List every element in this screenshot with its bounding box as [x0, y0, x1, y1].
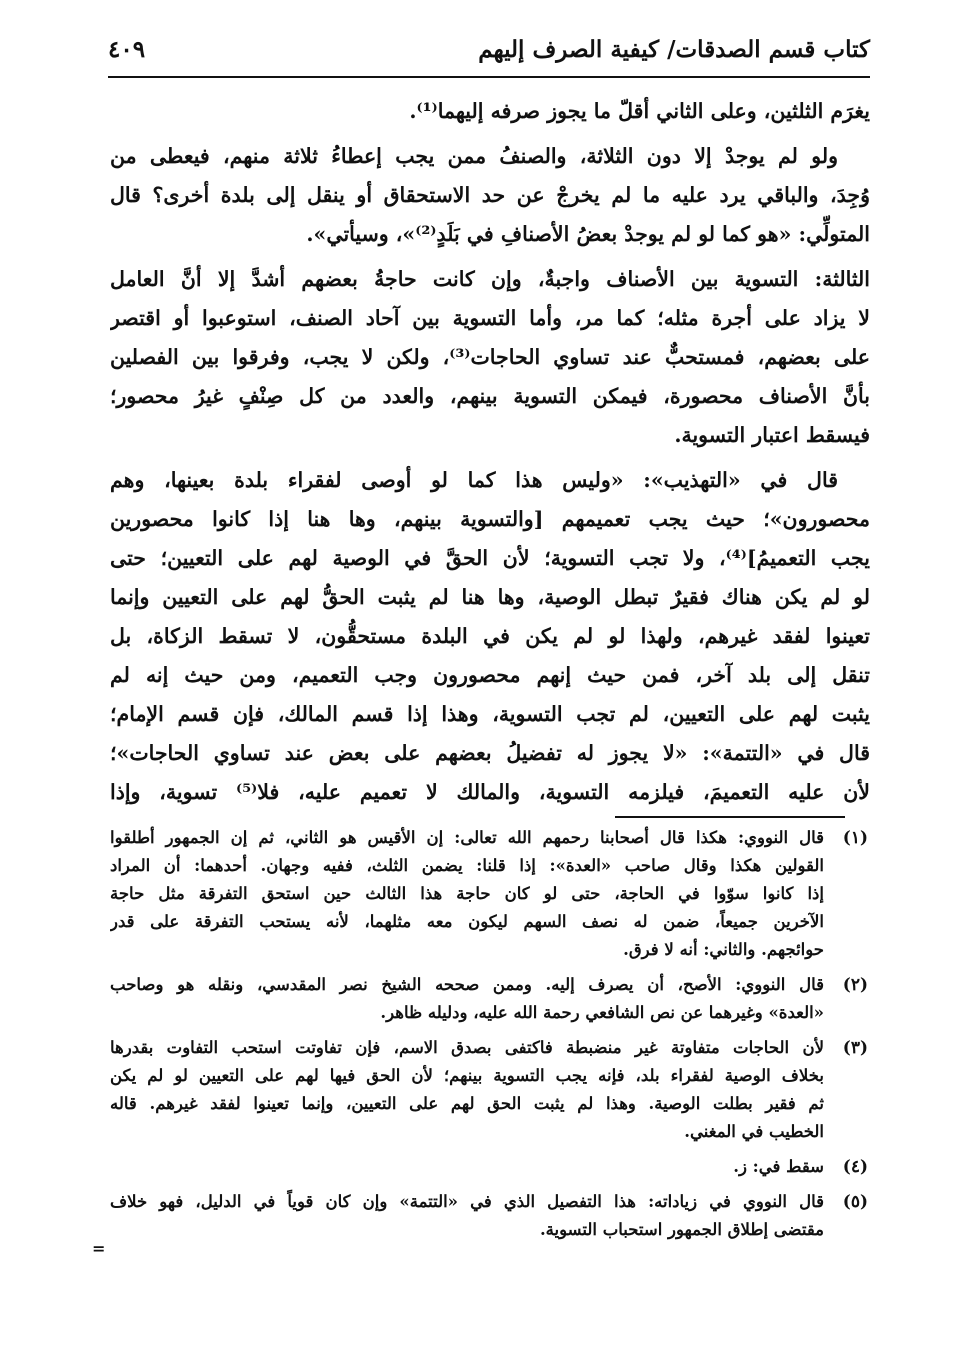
footnote-5 — [110, 1188, 868, 1244]
main-text — [110, 92, 870, 812]
text-line: الثالثة: التسوية بين الأصناف واجبةٌ، وإن كانت حاجةُ بعضهم أشدَّ إلا أنَّ العامل — [110, 267, 870, 291]
text-line: المتولِّي: «هو كما لو لم يوجدْ بعضُ الأصنافِ في بَلَدٍ⁽²⁾»، وسيأتي». — [306, 222, 870, 246]
text-line: لا يزاد على أجرة مثله؛ كما مر، وأما التسوية بين آحاد الصنف، استوعبوا أو اقتصر — [110, 306, 870, 330]
footnote-line: لأن الحاجات متفاوتة غير منضبطة فاكتفى بصدق الاسم، فإن تفاوتت استحب التفاوت بقدرها — [110, 1038, 824, 1057]
text-line: قال في «التهذيب»: «وليس هذا كما لو أوصى لفقراء بلدة بعينها، وهم — [110, 468, 838, 492]
footnote-line: قال النووي في زياداته: هذا التفصيل الذي في «التتمة» وإن كان قوياً في الدليل، فهو خلاف — [110, 1192, 824, 1211]
continuation-mark: = — [92, 1239, 106, 1258]
footnote-line: حوائجهم. والثاني: أنه لا فرق. — [623, 940, 824, 959]
footnote-line: قال النووي: هكذا قال أصحابنا رحمهم الله تعالى: إن الأقيس هو الثاني، ثم إن الجمهور أطلقوا — [110, 828, 824, 847]
text-line: ولو لم يوجدْ إلا دون الثلاثة، والصنفُ ممن يجب إعطاءُ ثلاثة منهم، فيعطى من — [110, 144, 838, 168]
text-line: لأن عليه التعميمَ، فيلزمه التسوية، والمالك لا تعميم عليه، فلا⁽⁵⁾ تسوية، وإذا — [110, 780, 870, 804]
running-title: كتاب قسم الصدقات/ كيفية الصرف إليهم — [478, 36, 870, 63]
footnote-line: الآخرين جميعاً، ضمن له نصف السهم ليكون معه مثلهما، لأنه يستحب التفرقة على قدر — [110, 912, 824, 931]
footnote-line: بخلاف الوصية لفقراء بلد، فإنه يجب التسوية بينهم؛ لأن الحق فيها لهم على التعيين لو لم يكن — [110, 1066, 824, 1085]
text-line: تعينوا لفقد غيرهم، ولهذا لو لم يكن في البلدة مستحقُّون، لا تسقط الزكاة، بل — [110, 624, 870, 648]
text-line: بأنَّ الأصناف محصورة، فيمكن التسوية بينهم، والعدد من كل صِنْفٍ غيرُ محصور؛ — [110, 384, 870, 408]
text-line: لو لم يكن هناك فقيرٌ تبطل الوصية، وها هنا لم يثبت الحقُّ لهم على التعيين وإنما — [110, 585, 870, 609]
footnote-line: الخطيب في المغني. — [684, 1122, 824, 1141]
text-line: على بعضهم، فمستحبٌّ عند تساوي الحاجات⁽³⁾، ولكن لا يجب، وفرقوا بين الفصلين — [110, 345, 870, 369]
footnotes — [110, 824, 868, 1244]
footnote-number: (٤) — [842, 1157, 868, 1177]
footnote-line: القولين هكذا وقال صاحب «العدة»: إذا قلنا: يضمن الثلث، ففيه وجهان. أحدهما: أن المراد — [110, 856, 824, 875]
footnote-number: (٢) — [842, 975, 868, 995]
page-header — [108, 30, 870, 78]
footnote-line: سقط في: ز. — [733, 1157, 824, 1176]
page-number: ٤٠٩ — [108, 36, 146, 63]
footnote-line: «العدة» وغيرهما عن نص الشافعي رحمة الله عليه، ودليله ظاهر. — [380, 1003, 824, 1022]
footnote-2 — [110, 971, 868, 1027]
footnote-4 — [110, 1153, 868, 1181]
footnote-line: مقتضى إطلاق الجمهور استحباب التسوية. — [539, 1220, 824, 1239]
text-line: يثبت لهم على التعيين، لم تجب التسوية، وهذا إذا قسم المالك، فإن قسم الإمام؛ — [110, 702, 870, 726]
footnote-separator — [615, 816, 845, 818]
text-line: وُجِدَ، والباقي يرد عليه ما لم يخرجْ عن حد الاستحقاق أو ينقل إلى بلدة أخرى؟ قال — [110, 183, 870, 207]
footnote-3 — [110, 1034, 868, 1146]
footnote-number: (١) — [842, 828, 868, 848]
footnote-1 — [110, 824, 868, 964]
text-line: قال في «التتمة»: «لا يجوز له تفضيلُ بعضهم على بعض عند تساوي الحاجات»؛ — [110, 741, 870, 765]
footnote-line: ثم فقير بطلت الوصية. وهذا لم يثبت الحق لهم على التعيين، وإنما تعينوا لفقد غيرهم. قاله — [110, 1094, 824, 1113]
text-line: يجب التعميمُ]⁽⁴⁾، ولا تجب التسوية؛ لأن الحقَّ في الوصية لهم على التعيين؛ حتى — [110, 546, 870, 570]
text-line: محصورون»؛ حيث يجب تعميمهم [والتسوية بينهم، وها هنا إذا كانوا محصورين — [110, 507, 870, 531]
footnote-line: قال النووي: الأصح، أن يصرف إليه. وممن صححه الشيخ نصر المقدسي، ونقله هو وصاحب — [110, 975, 824, 994]
text-line: تنقل إلى بلد آخر، فمن حيث إنهم محصورون وجب التعميم، ومن حيث إنه لم — [110, 663, 870, 687]
text-line: فيسقط اعتبار التسوية. — [674, 423, 870, 447]
footnote-line: إذا كانوا سوّوا في الحاجة، حتى لو كان حاجة هذا الثالث حين استحق التفرقة مثل حاجة — [110, 884, 824, 903]
footnote-number: (٥) — [842, 1192, 868, 1212]
footnote-number: (٣) — [842, 1038, 868, 1058]
text-line: يغرَم الثلثين، وعلى الثاني أقلّ ما يجوز صرفه إليهما⁽¹⁾. — [409, 99, 870, 123]
